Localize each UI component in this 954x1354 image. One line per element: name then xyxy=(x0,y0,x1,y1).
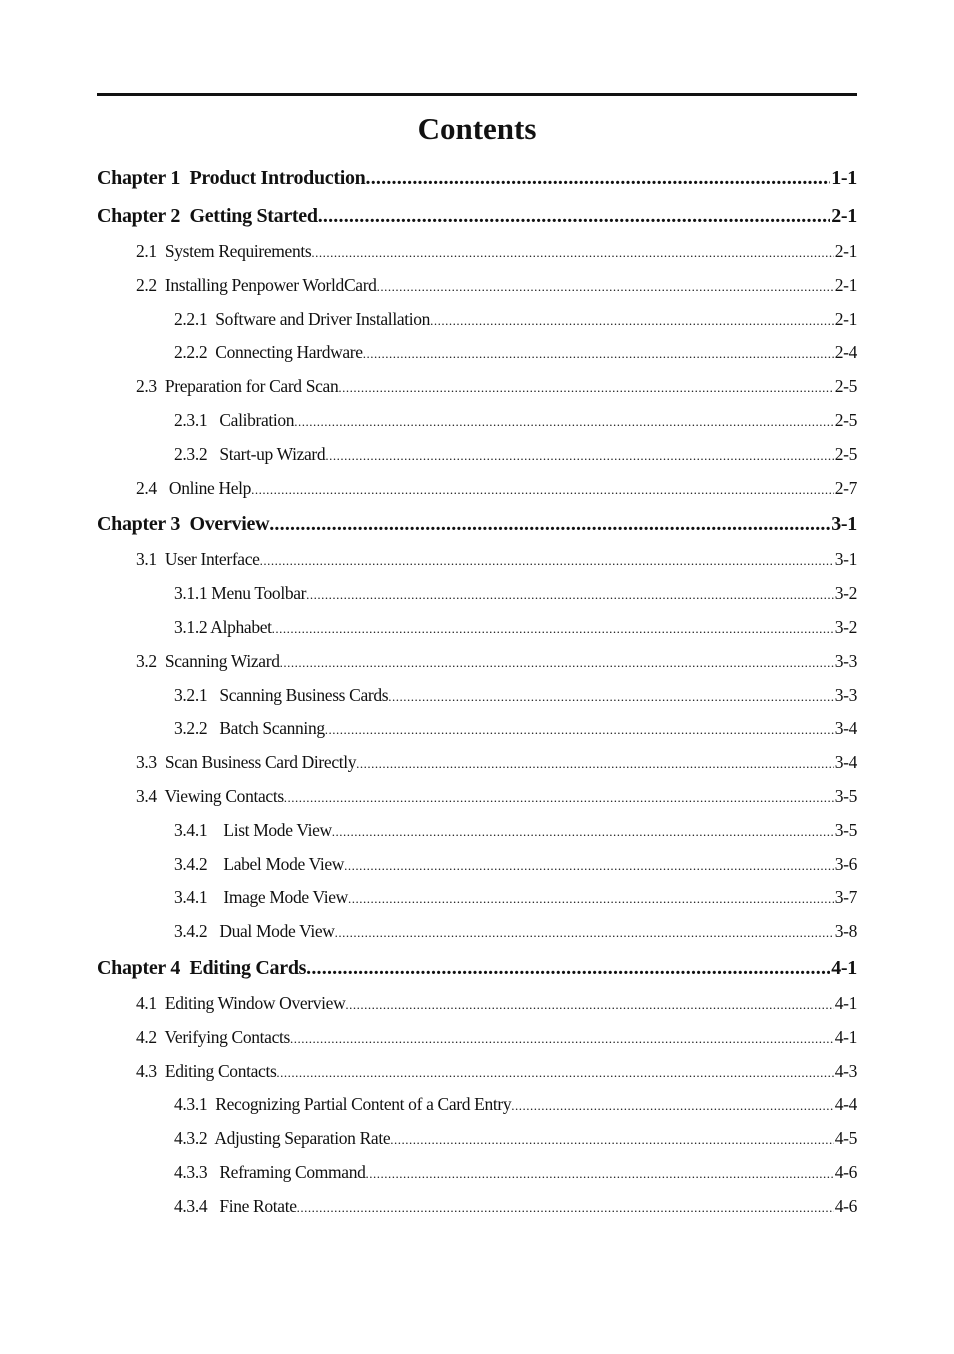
toc-entry-label: 2.3.1 Calibration xyxy=(174,409,295,430)
dot-leader xyxy=(318,197,831,235)
toc-entry-label: Chapter 1 Product Introduction xyxy=(97,167,366,189)
dot-leader xyxy=(344,849,834,882)
toc-section-entry[interactable] xyxy=(97,370,857,404)
toc-page-number: 4-1 xyxy=(834,1026,857,1047)
dot-leader xyxy=(356,747,834,780)
toc-subsection-entry[interactable] xyxy=(97,303,857,337)
toc-subsection-entry[interactable] xyxy=(97,679,857,713)
toc-entry-label: 4.2 Verifying Contacts xyxy=(136,1026,290,1047)
dot-leader xyxy=(325,713,834,746)
toc-chapter-entry[interactable] xyxy=(97,197,857,235)
toc-section-entry[interactable] xyxy=(97,235,857,269)
dot-leader xyxy=(390,1123,833,1156)
toc-page-number: 3-5 xyxy=(834,819,857,840)
toc-page-number: 2-1 xyxy=(834,308,857,329)
toc-page-number: 2-1 xyxy=(831,205,857,227)
toc-page-number: 3-4 xyxy=(834,752,857,773)
toc-page-number: 4-1 xyxy=(831,956,857,979)
toc-page-number: 3-1 xyxy=(834,549,857,570)
dot-leader xyxy=(345,988,833,1021)
toc-section-entry[interactable] xyxy=(97,269,857,303)
toc-subsection-entry[interactable] xyxy=(97,1156,857,1190)
toc-section-entry[interactable] xyxy=(97,645,857,679)
toc-page-number: 3-1 xyxy=(831,513,857,536)
toc-entry-label: 3.4.2 Dual Mode View xyxy=(174,921,335,942)
toc-entry-label: Chapter 2 Getting Started xyxy=(97,205,318,227)
toc-page-number: 4-3 xyxy=(834,1060,857,1081)
toc-page-number: 2-1 xyxy=(834,274,857,295)
toc-page-number: 4-6 xyxy=(834,1161,857,1182)
dot-leader xyxy=(251,473,834,506)
dot-leader xyxy=(290,1022,834,1055)
toc-entry-label: 3.1.2 Alphabet xyxy=(174,616,272,637)
toc-entry-label: 3.1 User Interface xyxy=(136,549,260,570)
toc-subsection-entry[interactable] xyxy=(97,1122,857,1156)
toc-subsection-entry[interactable] xyxy=(97,712,857,746)
toc-page-number: 2-1 xyxy=(834,241,857,261)
toc-page-number: 2-5 xyxy=(834,443,857,464)
dot-leader xyxy=(297,1191,834,1224)
dot-leader xyxy=(377,270,834,303)
toc-page-number: 3-3 xyxy=(834,684,857,705)
toc-entry-label: 3.3 Scan Business Card Directly xyxy=(136,752,357,773)
toc-section-entry[interactable] xyxy=(97,746,857,780)
toc-page-number: 3-6 xyxy=(834,853,857,874)
dot-leader xyxy=(269,505,830,543)
dot-leader xyxy=(284,781,834,814)
toc-subsection-entry[interactable] xyxy=(97,814,857,848)
page-title: Contents xyxy=(417,111,537,146)
toc-page-number: 3-3 xyxy=(834,650,857,671)
dot-leader xyxy=(306,578,834,611)
toc-page-number: 2-5 xyxy=(834,376,857,397)
toc-entry-label: 4.3.1 Recognizing Partial Content of a Card Entry xyxy=(174,1094,512,1115)
toc-entry-label: Chapter 3 Overview xyxy=(97,513,270,536)
dot-leader xyxy=(272,612,834,645)
dot-leader xyxy=(276,1056,833,1089)
toc-chapter-entry[interactable] xyxy=(97,949,857,987)
dot-leader xyxy=(306,949,830,987)
toc-entry-label: 4.3.3 Reframing Command xyxy=(174,1161,366,1182)
toc-entry-label: 2.2.1 Software and Driver Installation xyxy=(174,308,431,329)
dot-leader xyxy=(363,337,834,370)
toc-page-number: 2-4 xyxy=(834,342,857,363)
dot-leader xyxy=(511,1089,833,1122)
dot-leader xyxy=(260,544,834,577)
toc-section-entry[interactable] xyxy=(97,1021,857,1055)
dot-leader xyxy=(338,371,833,404)
toc-entry-label: 3.4.1 List Mode View xyxy=(174,819,332,840)
dot-leader xyxy=(335,916,834,949)
toc-entry-label: 4.3.2 Adjusting Separation Rate xyxy=(174,1128,391,1149)
dot-leader xyxy=(332,815,834,848)
toc-entry-label: 2.2.2 Connecting Hardware xyxy=(174,342,363,363)
dot-leader xyxy=(366,159,831,197)
toc-chapter-entry[interactable] xyxy=(97,159,857,197)
toc-subsection-entry[interactable] xyxy=(97,404,857,438)
toc-subsection-entry[interactable] xyxy=(97,438,857,472)
toc-page-number: 4-5 xyxy=(834,1128,857,1149)
toc-section-entry[interactable] xyxy=(97,780,857,814)
dot-leader xyxy=(280,646,834,679)
toc-entry-label: 4.1 Editing Window Overview xyxy=(136,992,346,1013)
toc-page-number: 4-6 xyxy=(834,1195,857,1216)
dot-leader xyxy=(325,439,833,472)
top-rule xyxy=(97,93,857,96)
toc-entry-label: 3.2.2 Batch Scanning xyxy=(174,718,325,739)
toc-subsection-entry[interactable] xyxy=(97,611,857,645)
toc-section-entry[interactable] xyxy=(97,1055,857,1089)
toc-entry-label: 3.4.2 Label Mode View xyxy=(174,853,345,874)
toc-subsection-entry[interactable] xyxy=(97,1088,857,1122)
toc-entry-label: 3.1.1 Menu Toolbar xyxy=(174,583,307,604)
dot-leader xyxy=(430,304,834,337)
toc-page-number: 2-5 xyxy=(834,409,857,430)
toc-entry-label: 2.4 Online Help xyxy=(136,477,252,498)
toc-entry-label: 3.2.1 Scanning Business Cards xyxy=(174,684,389,705)
toc-entry-label: Chapter 4 Editing Cards xyxy=(97,956,307,979)
dot-leader xyxy=(348,882,834,915)
dot-leader xyxy=(294,405,834,438)
toc-page-number: 1-1 xyxy=(831,167,857,189)
toc-page-number: 3-7 xyxy=(834,887,857,908)
toc-page-number: 2-7 xyxy=(834,477,857,498)
toc-page-number: 3-2 xyxy=(834,616,857,637)
toc-subsection-entry[interactable] xyxy=(97,848,857,882)
dot-leader xyxy=(311,236,833,269)
toc-subsection-entry[interactable] xyxy=(97,915,857,949)
contents-page xyxy=(97,93,857,1224)
toc-entry-label: 3.4.1 Image Mode View xyxy=(174,887,348,908)
toc-page-number: 3-4 xyxy=(834,718,857,739)
dot-leader xyxy=(366,1157,834,1190)
toc-page-number: 4-4 xyxy=(834,1094,857,1115)
toc-page-number: 3-8 xyxy=(834,921,857,942)
toc-entry-label: 3.2 Scanning Wizard xyxy=(136,650,280,671)
toc-chapter-entry[interactable] xyxy=(97,505,857,543)
toc-subsection-entry[interactable] xyxy=(97,1190,857,1224)
toc-page-number: 3-2 xyxy=(834,583,857,604)
dot-leader xyxy=(388,680,834,713)
toc-subsection-entry[interactable] xyxy=(97,881,857,915)
toc-section-entry[interactable] xyxy=(97,472,857,506)
toc-page-number: 3-5 xyxy=(834,785,857,806)
toc-entry-label: 3.4 Viewing Contacts xyxy=(136,785,284,806)
toc-entry-label: 4.3 Editing Contacts xyxy=(136,1060,277,1081)
toc-entry-label: 2.1 System Requirements xyxy=(136,241,312,261)
table-of-contents xyxy=(97,159,857,1224)
toc-entry-label: 2.2 Installing Penpower WorldCard xyxy=(136,274,377,295)
toc-entry-label: 4.3.4 Fine Rotate xyxy=(174,1195,297,1216)
toc-section-entry[interactable] xyxy=(97,543,857,577)
toc-entry-label: 2.3.2 Start-up Wizard xyxy=(174,443,326,464)
toc-page-number: 4-1 xyxy=(834,992,857,1013)
toc-section-entry[interactable] xyxy=(97,987,857,1021)
toc-entry-label: 2.3 Preparation for Card Scan xyxy=(136,376,339,397)
toc-subsection-entry[interactable] xyxy=(97,336,857,370)
toc-subsection-entry[interactable] xyxy=(97,577,857,611)
